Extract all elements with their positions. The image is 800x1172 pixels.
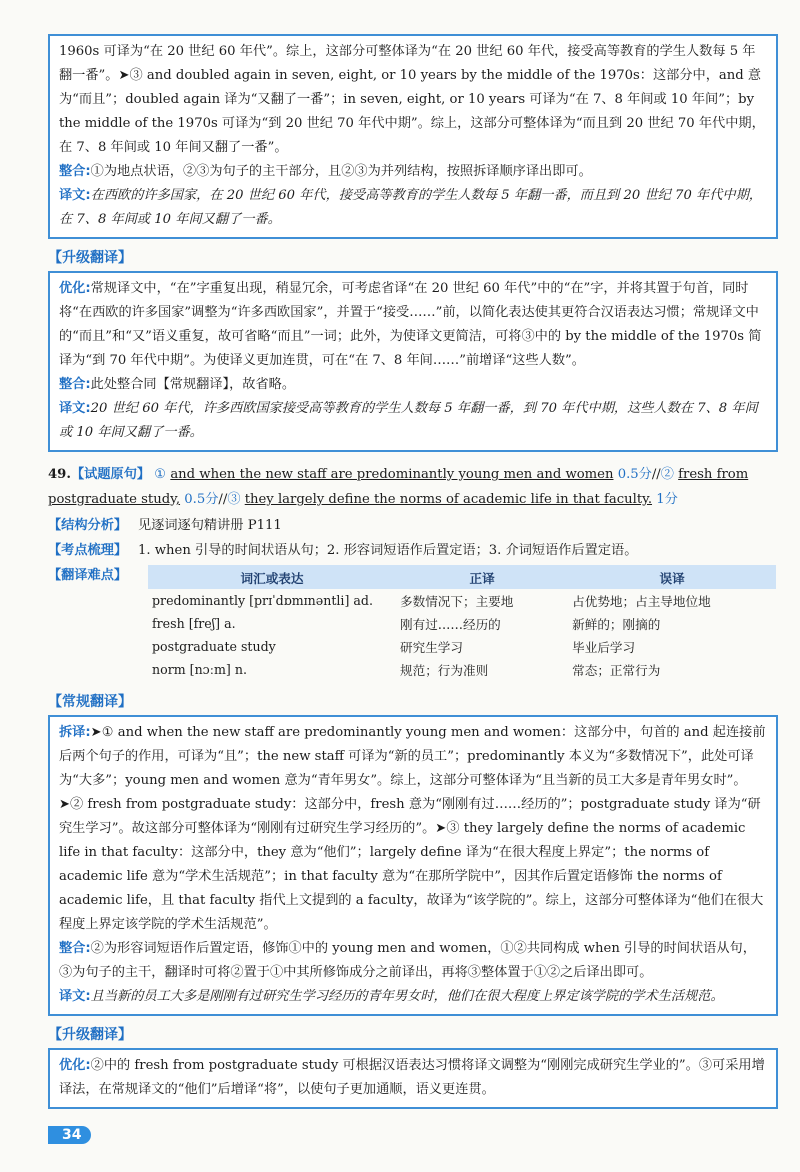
wrong-cell: 毕业后学习 (572, 640, 636, 655)
table-row (148, 658, 776, 681)
section-upgrade-heading: 【升级翻译】 (48, 1027, 132, 1043)
wrong-cell: 占优势地；占主导地位地 (572, 594, 711, 609)
question-tag: 【试题原句】 (70, 467, 151, 482)
header-term: 词汇或表达 (148, 565, 396, 589)
segment-2-score: 0.5分 (184, 492, 219, 507)
header-wrong: 误译 (568, 565, 776, 589)
integration-label: 整合: (59, 377, 91, 392)
term-cell: predominantly [prɪˈdɒmɪnəntli] ad. (152, 593, 373, 608)
term-cell: norm [nɔːm] n. (152, 662, 247, 677)
integration-paragraph (59, 937, 767, 985)
split-text: ➤① and when the new staff are predominantly young men and women：这部分中，句首的 and 起连接前后两个句子的作用，可译为“且”；the new staff 可译为“新的员工”；predominantly 本义为“多数情况下”，此处可译为“大多”；young men and women 意为“青年男女”。综上，这部分可整体译为“且当新的员工大多是青年男女时”。➤② fresh from postgraduate study：这部分中，fresh 意为“刚刚有过……经历的”；postgraduate study 译为“研究生学习”。故这部分可整体译为“刚刚有过研究生学习经历的”。➤③ they largely define the norms of academic life in that faculty：这部分中，they 意为“他们”；largely define 译为“在很大程度上界定”；the norms of academic life 意为“学术生活规范”；in that faculty 意为“在那所学院中”，因其作后置定语修饰 the norms of academic life，且 that faculty 指代上文提到的 a faculty，故译为“该学院的”。综上，这部分可整体译为“他们在很大程度上界定该学院的学术生活规范”。 (59, 725, 766, 932)
page-number: 34 (48, 1126, 91, 1144)
table-row (148, 635, 776, 658)
segment-1: and when the new staff are predominantly young men and women (170, 467, 614, 482)
segment-3: they largely define the norms of academic life in that faculty. (244, 492, 653, 507)
question-49 (48, 462, 778, 512)
translation-paragraph (59, 985, 767, 1009)
optimization-label: 优化: (59, 1058, 91, 1073)
optimization-paragraph (59, 277, 767, 373)
integration-text: ②为形容词短语作后置定语，修饰①中的 young men and women，①②共同构成 when 引导的时间状语从句，③为句子的主干，翻译时可将②置于①中其所修饰成分之前译出，再将③整体置于①②之后译出即可。 (59, 941, 756, 980)
separator: // (218, 492, 228, 507)
translation-label: 译文: (59, 989, 91, 1004)
segment-1-mark: ① (154, 467, 167, 482)
correct-cell: 规范；行为准则 (400, 663, 489, 678)
structure-analysis-row (48, 515, 778, 537)
vocabulary-table (148, 565, 776, 681)
integration-text: 此处整合同【常规翻译】，故省略。 (90, 377, 296, 392)
table-row (148, 612, 776, 635)
wrong-cell: 新鲜的；刚摘的 (572, 617, 661, 632)
segment-2-mark: ② (660, 467, 674, 482)
correct-cell: 刚有过……经历的 (400, 617, 501, 632)
optimization-text: ②中的 fresh from postgraduate study 可根据汉语表达习惯将译文调整为“刚刚完成研究生学业的”。③可采用增译法，在常规译文的“他们”后增译“将”，以使句子更加通顺，语义更连贯。 (59, 1058, 765, 1097)
wrong-cell: 常态；正常行为 (572, 663, 661, 678)
segment-3-mark: ③ (227, 492, 241, 507)
page-content (48, 34, 778, 1109)
segment-2: fresh from postgraduate study, (48, 467, 749, 507)
difficulty-label: 【翻译难点】 (48, 568, 128, 583)
section-regular-heading: 【常规翻译】 (48, 694, 132, 710)
term-cell: fresh [freʃ] a. (152, 616, 236, 631)
structure-text: 见逐词逐句精讲册 P111 (138, 518, 282, 533)
table-row (148, 589, 776, 612)
integration-text: ①为地点状语，②③为句子的主干部分，且②③为并列结构，按照拆译顺序译出即可。 (90, 164, 592, 179)
translation-text: 20 世纪 60 年代，许多西欧国家接受高等教育的学生人数每 5 年翻一番，到 70 年代中期，这些人数在 7、8 年间或 10 年间又翻了一番。 (59, 401, 758, 440)
structure-label: 【结构分析】 (48, 518, 128, 533)
separator: // (651, 467, 661, 482)
optimization-label: 优化: (59, 281, 91, 296)
key-points-label: 【考点梳理】 (48, 543, 128, 558)
translation-text: 且当新的员工大多是刚刚有过研究生学习经历的青年男女时，他们在很大程度上界定该学院的学术生活规范。 (90, 989, 724, 1004)
upgrade-translation-box-49 (48, 1048, 778, 1109)
header-correct: 正译 (396, 565, 568, 589)
translation-label: 译文: (59, 188, 91, 203)
table-header-row (148, 565, 776, 589)
translation-paragraph (59, 184, 767, 232)
correct-cell: 多数情况下；主要地 (400, 594, 514, 609)
optimization-paragraph (59, 1054, 767, 1102)
optimization-text: 常规译文中，“在”字重复出现，稍显冗余，可考虑省译“在 20 世纪 60 年代”中的“在”字，并将其置于句首，同时将“在西欧的许多国家”调整为“许多西欧国家”，并置于“接受……”前，以简化表达使其更符合汉语表达习惯；常规译文中的“而且”和“又”语义重复，故可省略“而且”一词；此外，为使译文更简洁，可将③中的 by the middle of the 1970s 简译为“到 70 年代中期”。为使译义更加连贯，可在“在 7、8 年间……”前增译“这些人数”。 (59, 281, 762, 368)
regular-translation-box-49 (48, 715, 778, 1016)
key-points-row (48, 540, 778, 562)
integration-label: 整合: (59, 941, 91, 956)
upgrade-translation-box-48 (48, 271, 778, 452)
split-paragraph (59, 721, 767, 937)
segment-3-score: 1分 (656, 492, 678, 507)
correct-cell: 研究生学习 (400, 640, 463, 655)
section-upgrade-heading: 【升级翻译】 (48, 250, 132, 266)
integration-label: 整合: (59, 164, 91, 179)
translation-text: 在西欧的许多国家，在 20 世纪 60 年代，接受高等教育的学生人数每 5 年翻一番，而且到 20 世纪 70 年代中期，在 7、8 年间或 10 年间又翻了一番。 (59, 188, 762, 227)
term-cell: postgraduate study (152, 639, 276, 654)
translation-paragraph (59, 397, 767, 445)
question-number: 49. (48, 467, 71, 482)
split-label: 拆译: (59, 725, 91, 740)
segment-1-score: 0.5分 (617, 467, 652, 482)
integration-paragraph (59, 160, 767, 184)
split-paragraph: 1960s 可译为“在 20 世纪 60 年代”。综上，这部分可整体译为“在 20 世纪 60 年代，接受高等教育的学生人数每 5 年翻一番”。➤③ and doubled again in seven, eight, or 10 years by the middle of the 1970s：这部分中，and 意为“而且”；doubled again 译为“又翻了一番”；in seven, eight, or 10 years 可译为“在 7、8 年间或 10 年间”；by the middle of the 1970s 可译为“到 20 世纪 70 年代中期”。综上，这部分可整体译为“而且到 20 世纪 70 年代中期，在 7、8 年间或 10 年间又翻了一番”。 (59, 44, 765, 155)
integration-paragraph (59, 373, 767, 397)
key-points-text: 1. when 引导的时间状语从句；2. 形容词短语作后置定语；3. 介词短语作后置定语。 (138, 543, 638, 558)
translation-label: 译文: (59, 401, 91, 416)
regular-translation-box-48 (48, 34, 778, 239)
